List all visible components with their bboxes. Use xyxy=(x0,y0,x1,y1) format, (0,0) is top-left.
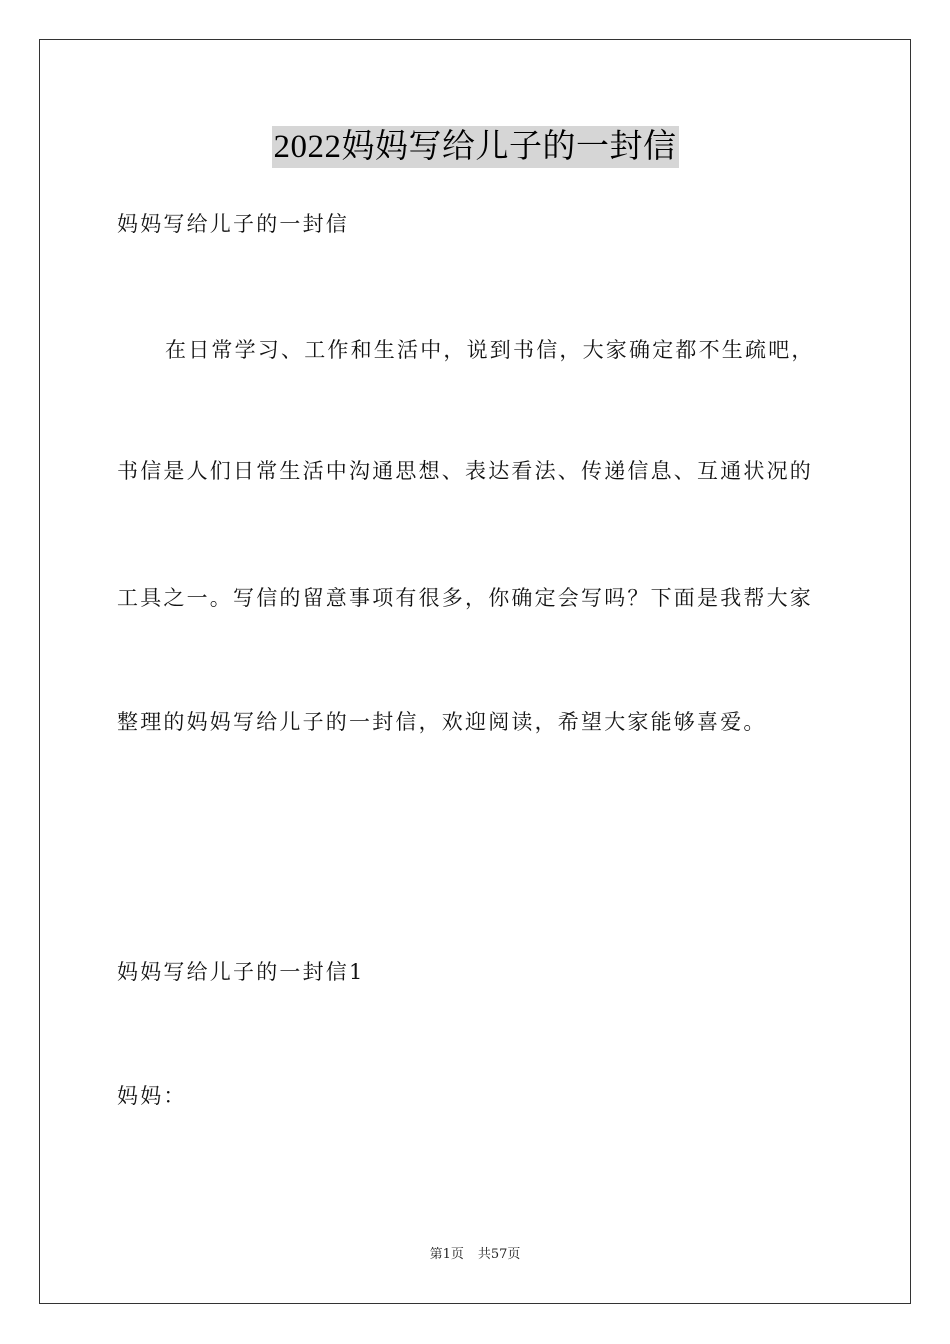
intro-line-1: 在日常学习、工作和生活中，说到书信，大家确定都不生疏吧， xyxy=(165,338,815,362)
salutation: 妈妈： xyxy=(117,1084,187,1108)
document-title: 2022妈妈写给儿子的一封信 xyxy=(272,126,679,168)
intro-line-2: 书信是人们日常生活中沟通思想、表达看法、传递信息、互通状况的 xyxy=(117,459,813,483)
intro-line-3: 工具之一。写信的留意事项有很多，你确定会写吗？下面是我帮大家 xyxy=(117,586,813,610)
page-number: 第1页 xyxy=(429,1247,464,1262)
document-subtitle: 妈妈写给儿子的一封信 xyxy=(117,212,349,236)
title-container xyxy=(0,126,950,168)
page-total: 共57页 xyxy=(477,1247,521,1262)
section-heading: 妈妈写给儿子的一封信1 xyxy=(117,960,365,984)
intro-line-4: 整理的妈妈写给儿子的一封信，欢迎阅读，希望大家能够喜爱。 xyxy=(117,710,767,734)
page-footer xyxy=(0,1246,950,1264)
